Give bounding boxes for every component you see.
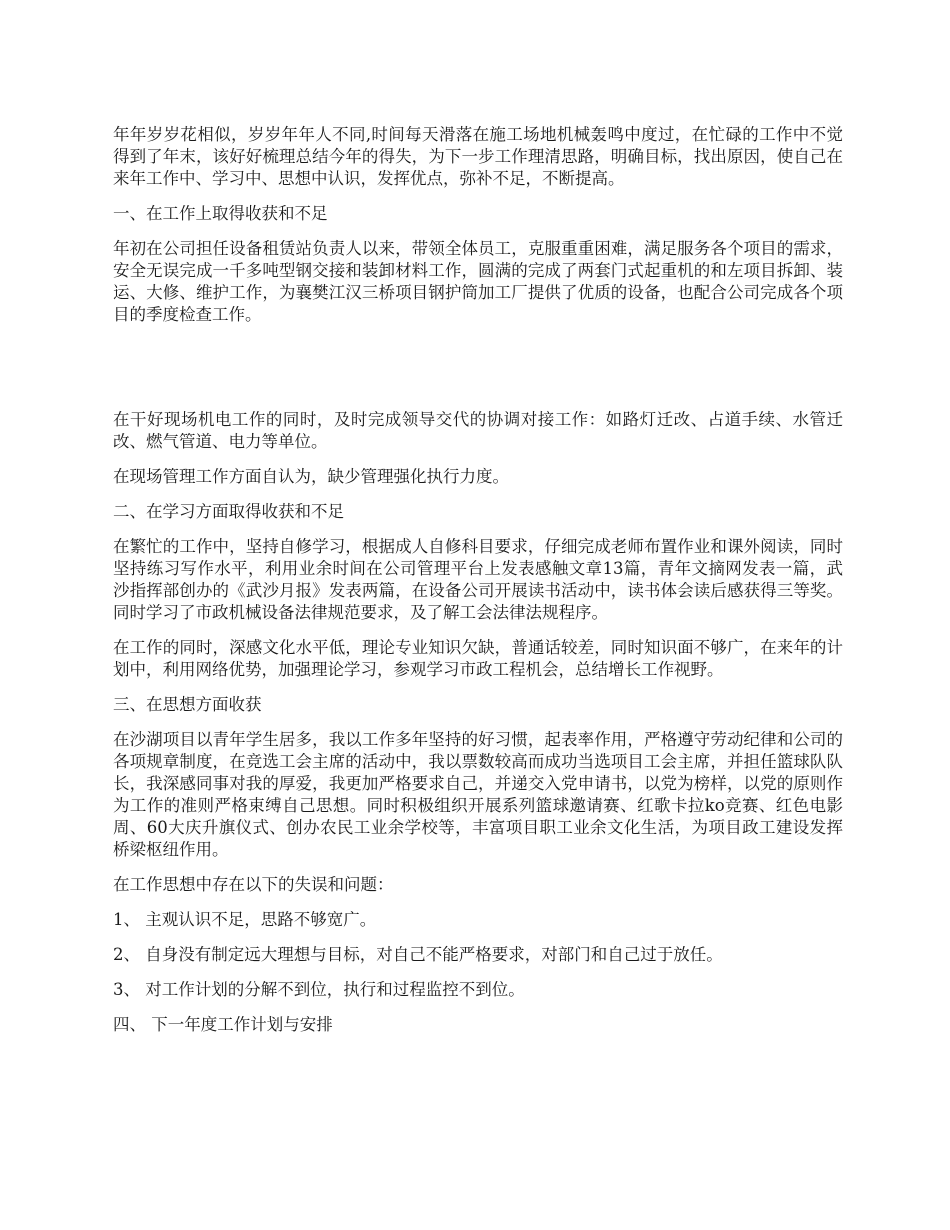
problems-intro: 在工作思想中存在以下的失误和问题： [113,875,394,894]
section-heading-plan: 四、 下一年度工作计划与安排 [113,1015,333,1034]
study-shortcoming-paragraph: 在工作的同时，深感文化水平低，理论专业知识欠缺，普通话较差，同时知识面不够广，在来年的计划中，利用网络优势，加强理论学习，参观学习市政工程机会，总结增长工作视野。 [113,638,843,679]
blank-gap [113,339,843,409]
coordination-paragraph: 在干好现场机电工作的同时，及时完成领导交代的协调对接工作：如路灯迁改、占道手续、水管迁改、燃气管道、电力等单位。 [113,410,843,451]
management-paragraph: 在现场管理工作方面自认为，缺少管理强化执行力度。 [113,467,509,486]
intro-paragraph: 年年岁岁花相似，岁岁年年人不同,时间每天滑落在施工场地机械轰鸣中度过，在忙碌的工作中不觉得到了年末，该好好梳理总结今年的得失，为下一步工作理清思路，明确目标，找出原因，使自己在来年工作中、学习中、思想中认识，发挥优点，弥补不足，不断提高。 [113,125,843,188]
section-heading-work: 一、在工作上取得收获和不足 [113,204,328,223]
problem-item-2: 2、 自身没有制定远大理想与目标，对自己不能严格要求，对部门和自己过于放任。 [113,945,723,964]
section-heading-study: 二、在学习方面取得收获和不足 [113,502,344,521]
problem-item-1: 1、 主观认识不足，思路不够宽广。 [113,910,377,929]
section-heading-thought: 三、在思想方面收获 [113,695,262,714]
work-paragraph: 年初在公司担任设备租赁站负责人以来，带领全体员工，克服重重困难，满足服务各个项目的需求，安全无误完成一千多吨型钢交接和装卸材料工作，圆满的完成了两套门式起重机的和左项目拆卸、装运、大修、维护工作，为襄樊江汉三桥项目钢护筒加工厂提供了优质的设备，也配合公司完成各个项目的季度检查工作。 [113,239,843,324]
study-paragraph: 在繁忙的工作中，坚持自修学习，根据成人自修科目要求，仔细完成老师布置作业和课外阅读，同时坚持练习写作水平，利用业余时间在公司管理平台上发表感触文章13篇，青年文摘网发表一篇，武沙指挥部创办的《武沙月报》发表两篇，在设备公司开展读书活动中，读书体会读后感获得三等奖。同时学习了市政机械设备法律规范要求，及了解工会法律法规程序。 [113,537,843,622]
problem-item-3: 3、 对工作计划的分解不到位，执行和过程监控不到位。 [113,980,525,999]
thought-paragraph: 在沙湖项目以青年学生居多，我以工作多年坚持的好习惯，起表率作用，严格遵守劳动纪律和公司的各项规章制度，在竞选工会主席的活动中，我以票数较高而成功当选项目工会主席，并担任篮球队队长，我深感同事对我的厚爱，我更加严格要求自己，并递交入党申请书，以党为榜样，以党的原则作为工作的准则严格束缚自己思想。同时积极组织开展系列篮球邀请赛、红歌卡拉ko竞赛、红色电影周、60大庆升旗仪式、创办农民工业余学校等，丰富项目职工业余文化生活，为项目政工建设发挥桥梁枢纽作用。 [113,730,843,859]
document-page [113,124,843,1049]
